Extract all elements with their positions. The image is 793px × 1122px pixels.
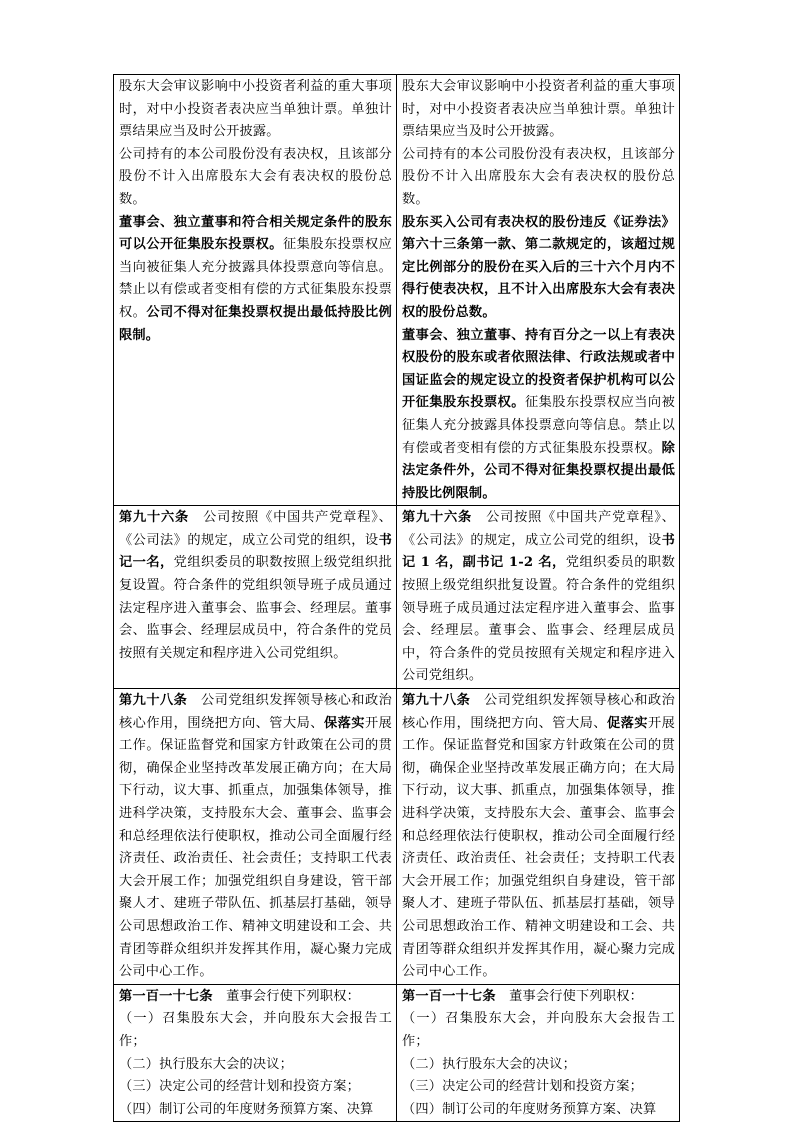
table-row-article-96 xyxy=(114,506,680,689)
text-run: 公司党组织发挥领导核心和政治核心作用，围绕把方向、管大局、 xyxy=(119,693,393,731)
bold-text-run: 第九十八条 xyxy=(119,693,188,709)
text-run: （四）制订公司的年度财务预算方案、决算 xyxy=(402,1101,657,1117)
paragraph xyxy=(119,1008,392,1053)
bold-text-run: 第一百一十七条 xyxy=(402,988,496,1004)
bold-text-run: 保落实 xyxy=(323,715,365,731)
paragraph xyxy=(402,212,675,325)
text-run: （一）召集股东大会，并向股东大会报告工作； xyxy=(119,1011,392,1049)
bold-text-run: 董事会、独立董事、持有百分之一以上有表决权股份的股东或者依照法律、行政法规或者中国证监会的规定设立的投资者保护机构可以公开征集股东投票权。 xyxy=(402,327,675,411)
paragraph xyxy=(402,507,675,688)
bold-text-run: 书记一名， xyxy=(119,532,392,571)
paragraph xyxy=(402,325,675,506)
original-text-cell xyxy=(114,689,397,985)
revised-text-cell xyxy=(397,506,680,689)
revised-text-cell xyxy=(397,75,680,506)
bold-text-run: 促落实 xyxy=(606,715,648,731)
text-run: 公司按照《中国共产党章程》、《公司法》的规定，成立公司党的组织，设 xyxy=(402,510,676,548)
comparison-table xyxy=(113,74,680,1122)
paragraph xyxy=(402,1099,675,1122)
paragraph xyxy=(119,986,392,1009)
text-run: 董事会行使下列职权： xyxy=(495,988,643,1004)
table-row-voting xyxy=(114,75,680,506)
paragraph xyxy=(402,690,675,984)
original-text-cell xyxy=(114,506,397,689)
paragraph xyxy=(402,1054,675,1077)
paragraph xyxy=(402,1076,675,1099)
text-run: 董事会行使下列职权： xyxy=(212,988,360,1004)
text-run: （二）执行股东大会的决议； xyxy=(402,1056,577,1072)
text-run: 征集股东投票权应当向被征集人充分披露具体投票意向等信息。禁止以有偿或者变相有偿的方式征集股东投票权。 xyxy=(402,395,675,456)
bold-text-run: 第九十六条 xyxy=(402,510,473,526)
text-run: （三）决定公司的经营计划和投资方案； xyxy=(402,1079,643,1095)
bold-text-run: 公司不得对征集投票权提出最低持股比例限制。 xyxy=(119,304,392,343)
text-run: （四）制订公司的年度财务预算方案、决算 xyxy=(119,1101,374,1117)
bold-text-run: 第九十六条 xyxy=(119,510,190,526)
text-run: 开展工作。保证监督党和国家方针政策在公司的贯彻，确保企业坚持改革发展正确方向；在大局下行动，议大事、抓重点，加强集体领导，推进科学决策，支持股东大会、董事会、监事会和总经理依法行使职权，推动公司全面履行经济责任、政治责任、社会责任；支持职工代表大会开展工作；加强党组织自身建设，管干部聚人才、建班子带队伍、抓基层打基础，领导公司思想政治工作、精神文明建设和工会、共青团等群众组织并发挥其作用，凝心聚力完成公司中心工作。 xyxy=(402,715,676,980)
bold-text-run: 除法定条件外，公司不得对征集投票权提出最低持股比例限制。 xyxy=(402,440,675,501)
paragraph xyxy=(119,507,392,665)
original-text-cell xyxy=(114,75,397,506)
paragraph xyxy=(402,144,675,212)
original-text-cell xyxy=(114,984,397,1122)
paragraph xyxy=(119,1099,392,1122)
text-run: （二）执行股东大会的决议； xyxy=(119,1056,294,1072)
bold-text-run: 董事会、独立董事和符合相关规定条件的股东可以公开征集股东投票权。 xyxy=(119,214,392,253)
table-row-article-117 xyxy=(114,984,680,1122)
paragraph xyxy=(119,690,392,984)
bold-text-run: 股东买入公司有表决权的股份违反《证券法》第六十三条第一款、第二款规定的，该超过规定比例部分的股份在买入后的三十六个月内不得行使表决权，且不计入出席股东大会有表决权的股份总数。 xyxy=(402,214,675,320)
paragraph xyxy=(402,76,675,144)
text-run: 党组织委员的职数按照上级党组织批复设置。符合条件的党组织领导班子成员通过法定程序进入董事会、监事会、经理层。董事会、监事会、经理层成员中，符合条件的党员按照有关规定和程序进入公司党组织。 xyxy=(119,555,392,661)
text-run: 党组织委员的职数按照上级党组织批复设置。符合条件的党组织领导班子成员通过法定程序进入董事会、监事会、经理层。董事会、监事会、经理层成员中，符合条件的党员按照有关规定和程序进入公司党组织。 xyxy=(402,555,675,684)
bold-text-run: 第一百一十七条 xyxy=(119,988,213,1004)
bold-text-run: 书记 1 名，副书记 1-2 名， xyxy=(402,532,675,571)
text-run: 征集股东投票权应当向被征集人充分披露具体投票意向等信息。禁止以有偿或者变相有偿的方式征集股东投票权。 xyxy=(119,237,392,320)
text-run: 股东大会审议影响中小投资者利益的重大事项时，对中小投资者表决应当单独计票。单独计票结果应当及时公开披露。 xyxy=(402,79,675,140)
text-run: 开展工作。保证监督党和国家方针政策在公司的贯彻，确保企业坚持改革发展正确方向；在大局下行动，议大事、抓重点，加强集体领导，推进科学决策，支持股东大会、董事会、监事会和总经理依法行使职权，推动公司全面履行经济责任、政治责任、社会责任；支持职工代表大会开展工作；加强党组织自身建设，管干部聚人才、建班子带队伍、抓基层打基础，领导公司思想政治工作、精神文明建设和工会、共青团等群众组织并发挥其作用，凝心聚力完成公司中心工作。 xyxy=(119,715,393,980)
paragraph xyxy=(402,1008,675,1053)
revised-text-cell xyxy=(397,984,680,1122)
revised-text-cell xyxy=(397,689,680,985)
text-run: 公司按照《中国共产党章程》、《公司法》的规定，成立公司党的组织，设 xyxy=(119,510,393,548)
text-run: 公司持有的本公司股份没有表决权，且该部分股份不计入出席股东大会有表决权的股份总数。 xyxy=(402,146,675,207)
paragraph xyxy=(119,1076,392,1099)
paragraph xyxy=(119,1054,392,1077)
text-run: 公司持有的本公司股份没有表决权，且该部分股份不计入出席股东大会有表决权的股份总数。 xyxy=(119,146,392,207)
paragraph xyxy=(402,986,675,1009)
bold-text-run: 第九十八条 xyxy=(402,693,471,709)
paragraph xyxy=(119,144,392,212)
text-run: （三）决定公司的经营计划和投资方案； xyxy=(119,1079,360,1095)
table-row-article-98 xyxy=(114,689,680,985)
paragraph xyxy=(119,212,392,348)
text-run: 公司党组织发挥领导核心和政治核心作用，围绕把方向、管大局、 xyxy=(402,693,676,731)
text-run: （一）召集股东大会，并向股东大会报告工作； xyxy=(402,1011,675,1049)
paragraph xyxy=(119,76,392,144)
text-run: 股东大会审议影响中小投资者利益的重大事项时，对中小投资者表决应当单独计票。单独计票结果应当及时公开披露。 xyxy=(119,79,392,140)
